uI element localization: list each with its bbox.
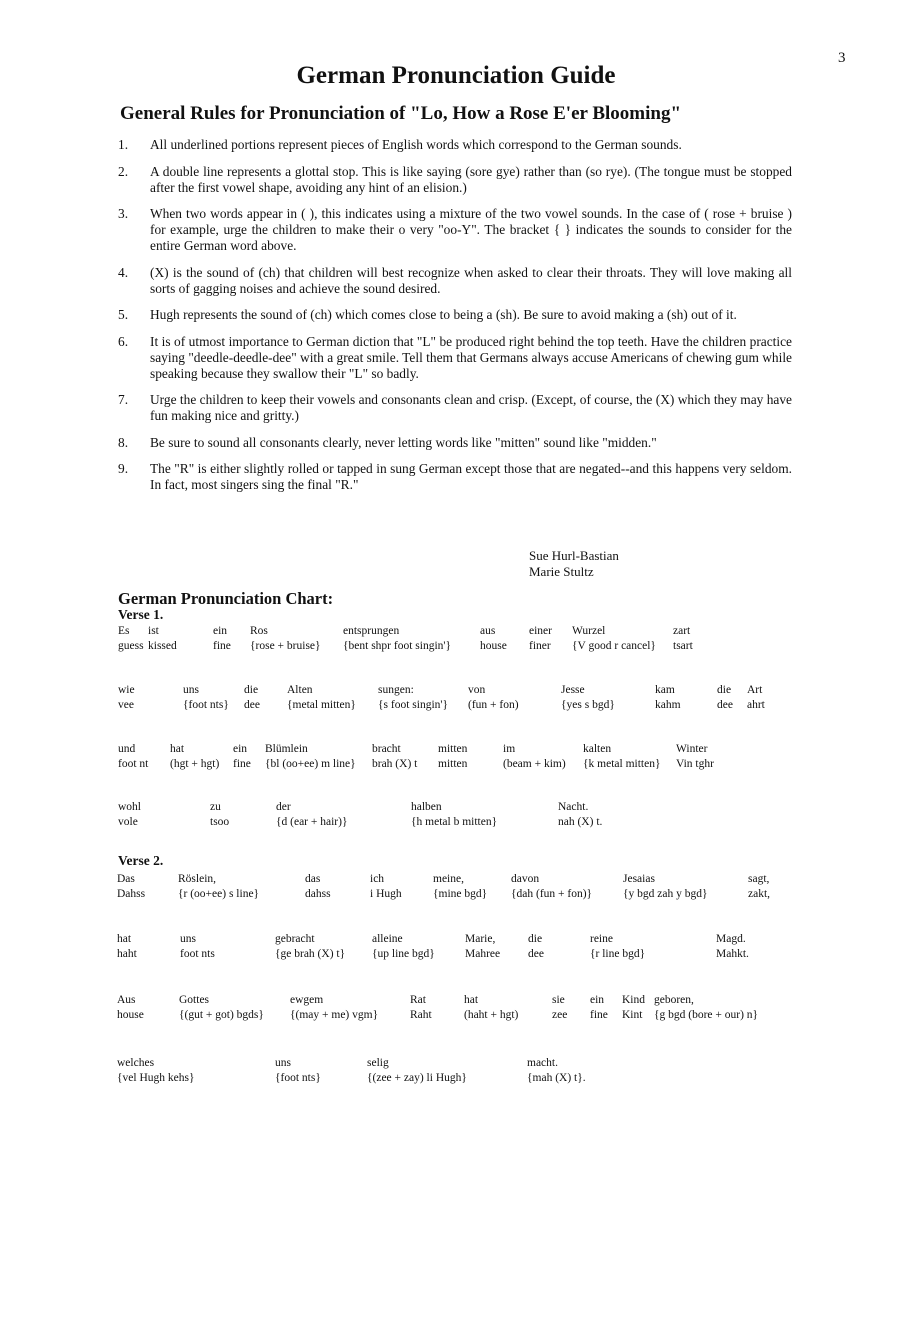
pronunciation-text: Mahree — [465, 948, 501, 960]
rule-number: 4. — [118, 264, 129, 280]
rule-number: 8. — [118, 434, 129, 450]
rule-number: 1. — [118, 137, 129, 152]
pronunciation-text: {metal mitten} — [287, 699, 356, 711]
pronunciation-text: {vel Hugh kehs} — [117, 1072, 195, 1084]
german-word: die — [528, 933, 543, 945]
pronunciation-text: zee — [552, 1009, 568, 1021]
german-word: zart — [673, 625, 691, 637]
german-word: gebracht — [275, 933, 315, 945]
pronunciation-text: foot nt — [118, 758, 149, 770]
german-word: ein — [233, 743, 248, 755]
german-word: sungen: — [378, 684, 414, 696]
rule-number: 7. — [118, 392, 129, 407]
pronunciation-text: vee — [118, 699, 134, 711]
german-word: Ros — [250, 625, 268, 637]
pronunciation-text: {V good r cancel} — [572, 640, 656, 652]
german-word: selig — [367, 1057, 389, 1069]
german-word: hat — [464, 994, 479, 1006]
rule-number: 5. — [118, 307, 129, 322]
pronunciation-text: tsart — [673, 640, 693, 652]
verse-2-label: Verse 2. — [118, 853, 164, 868]
pronunciation-text: {(zee + zay) li Hugh} — [367, 1072, 467, 1084]
pronunciation-text: finer — [529, 640, 551, 652]
german-word: wohl — [118, 801, 141, 813]
page-title: German Pronunciation Guide — [296, 62, 616, 89]
german-word: kalten — [583, 743, 612, 755]
pronunciation-text: dahss — [305, 888, 331, 900]
german-word: Kind — [622, 994, 645, 1006]
pronunciation-text: haht — [117, 948, 137, 960]
pronunciation-text: zakt, — [748, 888, 771, 900]
german-word: ewgem — [290, 994, 324, 1006]
page-subtitle: General Rules for Pronunciation of "Lo, How a Rose E'er Blooming" — [120, 103, 682, 124]
rule-item — [118, 206, 792, 254]
german-word: davon — [511, 873, 540, 885]
pronunciation-text: house — [480, 640, 507, 652]
rule-item — [118, 334, 792, 382]
pronunciation-text: {mine bgd} — [433, 888, 488, 900]
german-word: die — [244, 684, 259, 696]
pronunciation-text: fine — [213, 640, 231, 652]
pronunciation-text: (haht + hgt) — [464, 1009, 519, 1021]
rule-text: All underlined portions represent pieces of English words which correspond to the German sounds. — [150, 137, 682, 152]
pronunciation-text: {foot nts} — [183, 699, 229, 711]
pronunciation-text: house — [117, 1009, 144, 1021]
rule-text: A double line represents a glottal stop. This is like saying (sore gye) rather than (so rye). (The tongue must be stopped after the first vowel shape, avoiding any hint of an elision.) — [150, 163, 792, 195]
rule-item — [118, 461, 792, 493]
german-word: Alten — [287, 684, 313, 696]
pronunciation-text: {g bgd (bore + our) n} — [654, 1009, 759, 1021]
pronunciation-text: foot nts — [180, 948, 215, 960]
german-word: Es — [118, 625, 130, 637]
pronunciation-text: {dah (fun + fon)} — [511, 888, 593, 900]
rule-item — [118, 164, 792, 196]
pronunciation-text: {(gut + got) bgds} — [179, 1009, 264, 1021]
german-word: macht. — [527, 1057, 558, 1069]
german-word: Art — [747, 684, 763, 696]
rule-text: Urge the children to keep their vowels and consonants clean and crisp. (Except, of course, the (X) which they may have fun making nice and gritty.) — [150, 392, 792, 423]
rule-item — [118, 137, 792, 153]
pronunciation-text: (beam + kim) — [503, 758, 566, 770]
pronunciation-text: {r (oo+ee) s line} — [178, 888, 260, 900]
rule-text: (X) is the sound of (ch) that children will best recognize when asked to clear their throats. They will love making all sorts of gagging noises and achieve the sound desired. — [150, 264, 792, 296]
pronunciation-text: vole — [118, 816, 138, 828]
pronunciation-text: (hgt + hgt) — [170, 758, 220, 770]
german-word: mitten — [438, 743, 468, 755]
pronunciation-text: nah (X) t. — [558, 816, 603, 828]
pronunciation-text: fine — [233, 758, 251, 770]
german-word: Jesaias — [623, 873, 655, 885]
pronunciation-text: Vin tghr — [676, 758, 714, 770]
german-word: kam — [655, 684, 675, 696]
chart-title: German Pronunciation Chart: — [118, 589, 334, 608]
verse-1-label: Verse 1. — [118, 607, 164, 622]
rule-text: Hugh represents the sound of (ch) which comes close to being a (sh). Be sure to avoid making a (sh) out of it. — [150, 307, 737, 322]
german-word: geboren, — [654, 994, 694, 1006]
rules-list — [118, 137, 792, 504]
rule-text: Be sure to sound all consonants clearly, never letting words like "mitten" sound like "midden." — [150, 434, 657, 450]
pronunciation-text: mitten — [438, 758, 468, 770]
rule-number: 3. — [118, 206, 129, 221]
german-word: ich — [370, 873, 385, 885]
pronunciation-text: {k metal mitten} — [583, 758, 661, 770]
german-word: hat — [170, 743, 185, 755]
pronunciation-text: {d (ear + hair)} — [276, 816, 348, 828]
rule-item — [118, 392, 792, 424]
pronunciation-text: fine — [590, 1009, 608, 1021]
pronunciation-text: {bent shpr foot singin'} — [343, 640, 451, 652]
german-word: im — [503, 743, 516, 755]
german-word: Jesse — [561, 684, 585, 696]
german-word: Das — [117, 873, 135, 885]
pronunciation-text: Dahss — [117, 888, 146, 900]
pronunciation-text: {bl (oo+ee) m line} — [265, 758, 356, 770]
german-word: Rat — [410, 994, 426, 1006]
german-word: reine — [590, 933, 613, 945]
german-word: Magd. — [716, 933, 746, 945]
german-word: von — [468, 684, 486, 696]
german-word: Blümlein — [265, 743, 308, 755]
pronunciation-text: {y bgd zah y bgd} — [623, 888, 708, 900]
german-word: aus — [480, 625, 496, 637]
german-word: ist — [148, 625, 159, 637]
pronunciation-text: {mah (X) t}. — [527, 1072, 586, 1084]
pronunciation-text: tsoo — [210, 816, 230, 828]
pronunciation-text: kahm — [655, 699, 681, 711]
german-word: alleine — [372, 933, 403, 945]
rule-text: It is of utmost importance to German diction that "L" be produced right behind the top teeth. Have the children practice saying "deedle-deedle-dee" with a great smile. Tell them that Germans always accuse Americans of chewing gum while speaking because they swallow their "L" so badly. — [150, 333, 792, 381]
german-word: wie — [118, 684, 135, 696]
page-number: 3 — [838, 50, 846, 66]
pronunciation-text: {foot nts} — [275, 1072, 321, 1084]
german-word: uns — [183, 684, 199, 696]
german-word: ein — [590, 994, 605, 1006]
rule-item — [118, 435, 792, 451]
signature-line: Sue Hurl-Bastian — [529, 548, 619, 563]
pronunciation-text: guess — [118, 640, 144, 652]
pronunciation-text: {r line bgd} — [590, 948, 646, 960]
pronunciation-text: dee — [528, 948, 544, 960]
german-word: einer — [529, 625, 552, 637]
pronunciation-text: Kint — [622, 1009, 643, 1021]
german-word: Marie, — [465, 933, 496, 945]
german-word: ein — [213, 625, 228, 637]
german-word: sagt, — [748, 873, 770, 885]
pronunciation-text: dee — [717, 699, 733, 711]
german-word: Nacht. — [558, 801, 589, 813]
german-word: Gottes — [179, 994, 210, 1006]
german-word: die — [717, 684, 732, 696]
german-word: Aus — [117, 994, 136, 1006]
pronunciation-text: Raht — [410, 1009, 432, 1021]
pronunciation-text: {s foot singin'} — [378, 699, 448, 711]
german-word: sie — [552, 994, 565, 1006]
german-word: zu — [210, 801, 221, 813]
german-word: Wurzel — [572, 625, 606, 637]
signature-line: Marie Stultz — [529, 564, 594, 579]
pronunciation-text: {(may + me) vgm} — [290, 1009, 379, 1021]
rule-item — [118, 265, 792, 297]
rule-number: 9. — [118, 461, 129, 476]
pronunciation-text: brah (X) t — [372, 758, 418, 770]
pronunciation-text: dee — [244, 699, 260, 711]
rule-text: When two words appear in ( ), this indicates using a mixture of the two vowel sounds. In the case of ( rose + bruise ) for example, urge the children to make their o very "oo-Y". The bracket { } indicates the sounds to consider for the entire German word above. — [150, 206, 792, 253]
rule-number: 2. — [118, 163, 129, 179]
pronunciation-text: {ge brah (X) t} — [275, 948, 346, 960]
german-word: hat — [117, 933, 132, 945]
rule-text: The "R" is either slightly rolled or tapped in sung German except those that are negated--and this happens very seldom. In fact, most singers sing the final "R." — [150, 461, 792, 492]
pronunciation-text: {h metal b mitten} — [411, 816, 498, 828]
pronunciation-text: Mahkt. — [716, 948, 749, 960]
german-word: Winter — [676, 743, 708, 755]
german-word: welches — [117, 1057, 155, 1069]
german-word: das — [305, 873, 321, 885]
pronunciation-text: kissed — [148, 640, 177, 652]
german-word: Röslein, — [178, 873, 217, 885]
rule-number: 6. — [118, 333, 129, 349]
german-word: entsprungen — [343, 625, 400, 637]
german-word: meine, — [433, 873, 464, 885]
pronunciation-text: {yes s bgd} — [561, 699, 615, 711]
german-word: uns — [275, 1057, 291, 1069]
german-word: halben — [411, 801, 442, 813]
pronunciation-text: i Hugh — [370, 888, 402, 900]
pronunciation-text: ahrt — [747, 699, 765, 711]
german-word: der — [276, 801, 291, 813]
rule-item — [118, 307, 792, 323]
pronunciation-text: {rose + bruise} — [250, 640, 321, 652]
german-word: bracht — [372, 743, 401, 755]
german-word: und — [118, 743, 136, 755]
pronunciation-text: {up line bgd} — [372, 948, 435, 960]
german-word: uns — [180, 933, 196, 945]
pronunciation-text: (fun + fon) — [468, 699, 519, 711]
